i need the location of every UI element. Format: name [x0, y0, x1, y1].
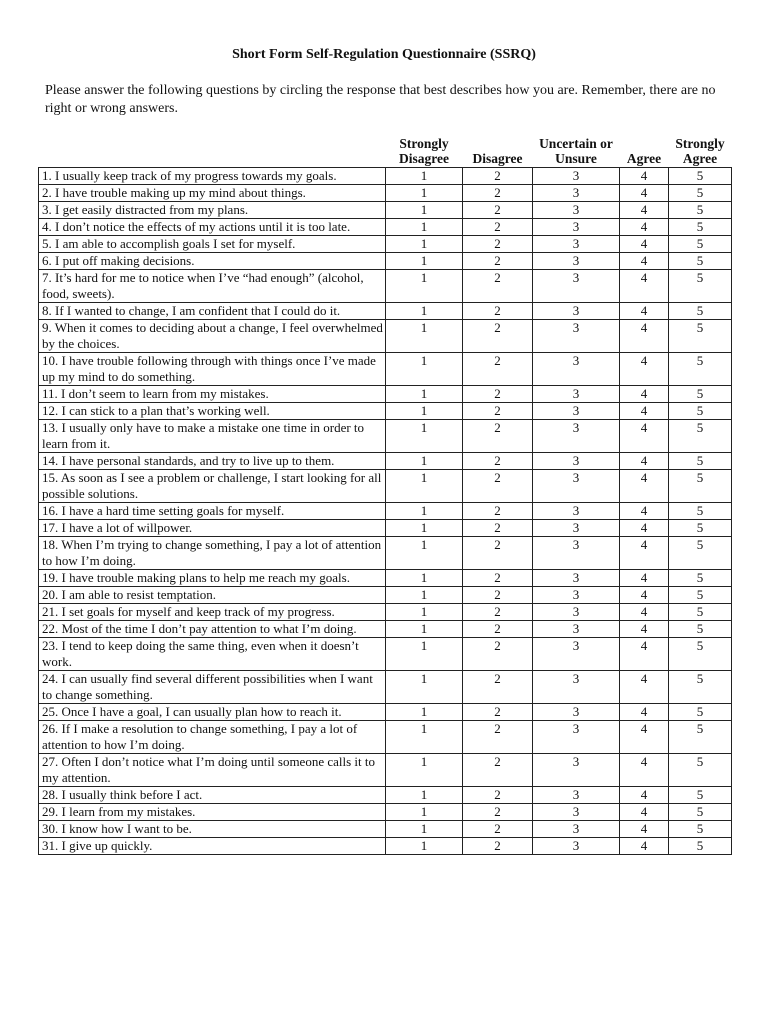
rating-option[interactable]: 4 — [620, 838, 669, 855]
rating-option[interactable]: 3 — [533, 671, 620, 704]
header-blank — [39, 136, 386, 168]
question-text: 27. Often I don’t notice what I’m doing until someone calls it to my attention. — [39, 754, 386, 787]
rating-option[interactable]: 2 — [463, 453, 533, 470]
rating-option[interactable]: 1 — [386, 604, 463, 621]
rating-option[interactable]: 4 — [620, 754, 669, 787]
question-row — [39, 453, 732, 470]
rating-option[interactable]: 5 — [669, 587, 732, 604]
rating-option[interactable]: 2 — [463, 570, 533, 587]
rating-option[interactable]: 2 — [463, 270, 533, 303]
rating-option[interactable]: 5 — [669, 754, 732, 787]
rating-option[interactable]: 4 — [620, 721, 669, 754]
question-row — [39, 185, 732, 202]
question-row — [39, 604, 732, 621]
rating-option[interactable]: 3 — [533, 587, 620, 604]
rating-option[interactable]: 1 — [386, 804, 463, 821]
rating-option[interactable]: 5 — [669, 821, 732, 838]
question-row — [39, 621, 732, 638]
rating-option[interactable]: 5 — [669, 671, 732, 704]
question-row — [39, 704, 732, 721]
questionnaire-table — [38, 136, 732, 855]
question-text: 13. I usually only have to make a mistake one time in order to learn from it. — [39, 420, 386, 453]
rating-option[interactable]: 4 — [620, 236, 669, 253]
rating-option[interactable]: 5 — [669, 721, 732, 754]
rating-option[interactable]: 4 — [620, 470, 669, 503]
question-row — [39, 804, 732, 821]
rating-option[interactable]: 3 — [533, 270, 620, 303]
rating-option[interactable]: 1 — [386, 303, 463, 320]
question-row — [39, 386, 732, 403]
question-text: 11. I don’t seem to learn from my mistakes. — [39, 386, 386, 403]
question-row — [39, 320, 732, 353]
rating-option[interactable]: 3 — [533, 168, 620, 185]
rating-option[interactable]: 5 — [669, 704, 732, 721]
rating-option[interactable]: 2 — [463, 604, 533, 621]
rating-option[interactable]: 4 — [620, 403, 669, 420]
question-row — [39, 202, 732, 219]
header-disagree: Disagree — [472, 151, 523, 166]
rating-option[interactable]: 5 — [669, 503, 732, 520]
rating-option[interactable]: 4 — [620, 587, 669, 604]
rating-option[interactable]: 1 — [386, 219, 463, 236]
rating-option[interactable]: 1 — [386, 570, 463, 587]
question-row — [39, 253, 732, 270]
question-text: 6. I put off making decisions. — [39, 253, 386, 270]
question-text: 23. I tend to keep doing the same thing, even when it doesn’t work. — [39, 638, 386, 671]
rating-option[interactable]: 3 — [533, 838, 620, 855]
rating-option[interactable]: 1 — [386, 270, 463, 303]
question-text: 21. I set goals for myself and keep track of my progress. — [39, 604, 386, 621]
question-text: 18. When I’m trying to change something, I pay a lot of attention to how I’m doing. — [39, 537, 386, 570]
rating-option[interactable]: 3 — [533, 353, 620, 386]
rating-option[interactable]: 2 — [463, 219, 533, 236]
rating-option[interactable]: 5 — [669, 403, 732, 420]
rating-option[interactable]: 4 — [620, 270, 669, 303]
rating-option[interactable]: 5 — [669, 570, 732, 587]
rating-option[interactable]: 4 — [620, 787, 669, 804]
question-row — [39, 219, 732, 236]
rating-option[interactable]: 5 — [669, 604, 732, 621]
rating-option[interactable]: 2 — [463, 587, 533, 604]
rating-option[interactable]: 4 — [620, 804, 669, 821]
rating-option[interactable]: 2 — [463, 185, 533, 202]
question-row — [39, 721, 732, 754]
question-text: 2. I have trouble making up my mind about things. — [39, 185, 386, 202]
rating-option[interactable]: 3 — [533, 503, 620, 520]
question-text: 7. It’s hard for me to notice when I’ve “had enough” (alcohol, food, sweets). — [39, 270, 386, 303]
rating-option[interactable]: 1 — [386, 721, 463, 754]
rating-option[interactable]: 2 — [463, 202, 533, 219]
question-row — [39, 787, 732, 804]
rating-option[interactable]: 2 — [463, 520, 533, 537]
rating-option[interactable]: 5 — [669, 804, 732, 821]
rating-option[interactable]: 5 — [669, 219, 732, 236]
rating-option[interactable]: 4 — [620, 638, 669, 671]
rating-option[interactable]: 4 — [620, 520, 669, 537]
rating-option[interactable]: 3 — [533, 721, 620, 754]
rating-option[interactable]: 4 — [620, 202, 669, 219]
question-text: 16. I have a hard time setting goals for myself. — [39, 503, 386, 520]
rating-option[interactable]: 5 — [669, 168, 732, 185]
rating-option[interactable]: 1 — [386, 520, 463, 537]
rating-option[interactable]: 2 — [463, 821, 533, 838]
rating-option[interactable]: 3 — [533, 638, 620, 671]
rating-option[interactable]: 1 — [386, 503, 463, 520]
rating-option[interactable]: 4 — [620, 821, 669, 838]
rating-option[interactable]: 4 — [620, 303, 669, 320]
rating-option[interactable]: 2 — [463, 386, 533, 403]
rating-option[interactable]: 3 — [533, 821, 620, 838]
rating-option[interactable]: 1 — [386, 236, 463, 253]
header-strongly-disagree: Strongly Disagree — [399, 136, 449, 166]
rating-option[interactable]: 4 — [620, 420, 669, 453]
rating-option[interactable]: 1 — [386, 453, 463, 470]
question-text: 8. If I wanted to change, I am confident that I could do it. — [39, 303, 386, 320]
header-row — [39, 136, 732, 168]
rating-option[interactable]: 5 — [669, 353, 732, 386]
rating-option[interactable]: 1 — [386, 320, 463, 353]
rating-option[interactable]: 4 — [620, 253, 669, 270]
rating-option[interactable]: 3 — [533, 403, 620, 420]
rating-option[interactable]: 3 — [533, 320, 620, 353]
question-row — [39, 403, 732, 420]
rating-option[interactable]: 1 — [386, 185, 463, 202]
rating-option[interactable]: 3 — [533, 754, 620, 787]
rating-option[interactable]: 1 — [386, 537, 463, 570]
rating-option[interactable]: 3 — [533, 520, 620, 537]
rating-option[interactable]: 1 — [386, 838, 463, 855]
rating-option[interactable]: 4 — [620, 386, 669, 403]
rating-option[interactable]: 2 — [463, 353, 533, 386]
rating-option[interactable]: 5 — [669, 638, 732, 671]
rating-option[interactable]: 4 — [620, 704, 669, 721]
rating-option[interactable]: 2 — [463, 704, 533, 721]
rating-option[interactable]: 3 — [533, 303, 620, 320]
rating-option[interactable]: 2 — [463, 236, 533, 253]
rating-option[interactable]: 5 — [669, 470, 732, 503]
rating-option[interactable]: 5 — [669, 270, 732, 303]
page-title: Short Form Self-Regulation Questionnaire (SSRQ) — [232, 47, 536, 62]
rating-option[interactable]: 2 — [463, 253, 533, 270]
rating-option[interactable]: 2 — [463, 754, 533, 787]
question-row — [39, 570, 732, 587]
question-text: 3. I get easily distracted from my plans. — [39, 202, 386, 219]
rating-option[interactable]: 1 — [386, 787, 463, 804]
question-row — [39, 821, 732, 838]
rating-option[interactable]: 4 — [620, 168, 669, 185]
rating-option[interactable]: 2 — [463, 721, 533, 754]
rating-option[interactable]: 5 — [669, 520, 732, 537]
rating-option[interactable]: 3 — [533, 570, 620, 587]
question-row — [39, 420, 732, 453]
rating-option[interactable]: 1 — [386, 754, 463, 787]
rating-option[interactable]: 3 — [533, 787, 620, 804]
rating-option[interactable]: 2 — [463, 403, 533, 420]
instructions-text: Please answer the following questions by circling the response that best describes how you are. Remember, there are no right or wrong answers. — [45, 83, 716, 116]
question-text: 1. I usually keep track of my progress towards my goals. — [39, 168, 386, 185]
rating-option[interactable]: 3 — [533, 202, 620, 219]
rating-option[interactable]: 1 — [386, 638, 463, 671]
rating-option[interactable]: 3 — [533, 219, 620, 236]
question-row — [39, 638, 732, 671]
question-text: 24. I can usually find several different possibilities when I want to change something. — [39, 671, 386, 704]
question-row — [39, 270, 732, 303]
question-text: 25. Once I have a goal, I can usually plan how to reach it. — [39, 704, 386, 721]
rating-option[interactable]: 4 — [620, 185, 669, 202]
question-text: 10. I have trouble following through with things once I’ve made up my mind to do something. — [39, 353, 386, 386]
header-agree: Agree — [626, 151, 662, 166]
question-text: 26. If I make a resolution to change something, I pay a lot of attention to how I’m doing. — [39, 721, 386, 754]
question-row — [39, 236, 732, 253]
rating-option[interactable]: 3 — [533, 386, 620, 403]
rating-option[interactable]: 3 — [533, 420, 620, 453]
question-row — [39, 353, 732, 386]
rating-option[interactable]: 1 — [386, 403, 463, 420]
question-row — [39, 303, 732, 320]
rating-option[interactable]: 2 — [463, 303, 533, 320]
rating-option[interactable]: 5 — [669, 453, 732, 470]
rating-option[interactable]: 2 — [463, 621, 533, 638]
rating-option[interactable]: 4 — [620, 353, 669, 386]
question-row — [39, 671, 732, 704]
rating-option[interactable]: 3 — [533, 470, 620, 503]
rating-option[interactable]: 2 — [463, 838, 533, 855]
rating-option[interactable]: 2 — [463, 320, 533, 353]
rating-option[interactable]: 2 — [463, 537, 533, 570]
rating-option[interactable]: 2 — [463, 503, 533, 520]
question-text: 12. I can stick to a plan that’s working well. — [39, 403, 386, 420]
rating-option[interactable]: 5 — [669, 621, 732, 638]
question-row — [39, 587, 732, 604]
rating-option[interactable]: 5 — [669, 236, 732, 253]
rating-option[interactable]: 2 — [463, 470, 533, 503]
question-text: 14. I have personal standards, and try to live up to them. — [39, 453, 386, 470]
rating-option[interactable]: 5 — [669, 185, 732, 202]
rating-option[interactable]: 3 — [533, 185, 620, 202]
rating-option[interactable]: 3 — [533, 236, 620, 253]
question-row — [39, 754, 732, 787]
question-row — [39, 838, 732, 855]
rating-option[interactable]: 5 — [669, 787, 732, 804]
rating-option[interactable]: 1 — [386, 671, 463, 704]
rating-option[interactable]: 3 — [533, 537, 620, 570]
rating-option[interactable]: 1 — [386, 386, 463, 403]
rating-option[interactable]: 4 — [620, 503, 669, 520]
question-text: 28. I usually think before I act. — [39, 787, 386, 804]
rating-option[interactable]: 5 — [669, 420, 732, 453]
rating-option[interactable]: 4 — [620, 671, 669, 704]
question-text: 29. I learn from my mistakes. — [39, 804, 386, 821]
rating-option[interactable]: 5 — [669, 253, 732, 270]
header-strongly-agree: Strongly Agree — [675, 136, 725, 166]
rating-option[interactable]: 1 — [386, 821, 463, 838]
rating-option[interactable]: 3 — [533, 621, 620, 638]
rating-option[interactable]: 4 — [620, 537, 669, 570]
question-text: 15. As soon as I see a problem or challenge, I start looking for all possible solutions. — [39, 470, 386, 503]
question-row — [39, 503, 732, 520]
question-text: 30. I know how I want to be. — [39, 821, 386, 838]
rating-option[interactable]: 5 — [669, 386, 732, 403]
question-text: 31. I give up quickly. — [39, 838, 386, 855]
rating-option[interactable]: 4 — [620, 320, 669, 353]
rating-option[interactable]: 2 — [463, 804, 533, 821]
question-text: 9. When it comes to deciding about a change, I feel overwhelmed by the choices. — [39, 320, 386, 353]
rating-option[interactable]: 3 — [533, 253, 620, 270]
rating-option[interactable]: 2 — [463, 168, 533, 185]
rating-option[interactable]: 4 — [620, 453, 669, 470]
rating-option[interactable]: 1 — [386, 470, 463, 503]
rating-option[interactable]: 4 — [620, 621, 669, 638]
rating-option[interactable]: 1 — [386, 420, 463, 453]
question-row — [39, 470, 732, 503]
question-text: 17. I have a lot of willpower. — [39, 520, 386, 537]
question-text: 22. Most of the time I don’t pay attention to what I’m doing. — [39, 621, 386, 638]
rating-option[interactable]: 1 — [386, 704, 463, 721]
rating-option[interactable]: 3 — [533, 704, 620, 721]
rating-option[interactable]: 1 — [386, 587, 463, 604]
question-text: 5. I am able to accomplish goals I set for myself. — [39, 236, 386, 253]
rating-option[interactable]: 3 — [533, 453, 620, 470]
rating-option[interactable]: 2 — [463, 638, 533, 671]
rating-option[interactable]: 4 — [620, 604, 669, 621]
rating-option[interactable]: 1 — [386, 253, 463, 270]
question-text: 20. I am able to resist temptation. — [39, 587, 386, 604]
rating-option[interactable]: 5 — [669, 838, 732, 855]
header-uncertain: Uncertain or Unsure — [539, 136, 613, 166]
question-row — [39, 168, 732, 185]
rating-option[interactable]: 3 — [533, 604, 620, 621]
rating-option[interactable]: 5 — [669, 320, 732, 353]
rating-option[interactable]: 1 — [386, 353, 463, 386]
rating-option[interactable]: 4 — [620, 570, 669, 587]
rating-option[interactable]: 1 — [386, 168, 463, 185]
rating-option[interactable]: 5 — [669, 537, 732, 570]
rating-option[interactable]: 4 — [620, 219, 669, 236]
question-row — [39, 537, 732, 570]
rating-option[interactable]: 2 — [463, 787, 533, 804]
rating-option[interactable]: 1 — [386, 202, 463, 219]
rating-option[interactable]: 3 — [533, 804, 620, 821]
question-text: 19. I have trouble making plans to help me reach my goals. — [39, 570, 386, 587]
question-text: 4. I don’t notice the effects of my actions until it is too late. — [39, 219, 386, 236]
rating-option[interactable]: 2 — [463, 420, 533, 453]
rating-option[interactable]: 5 — [669, 303, 732, 320]
rating-option[interactable]: 1 — [386, 621, 463, 638]
question-row — [39, 520, 732, 537]
rating-option[interactable]: 2 — [463, 671, 533, 704]
rating-option[interactable]: 5 — [669, 202, 732, 219]
